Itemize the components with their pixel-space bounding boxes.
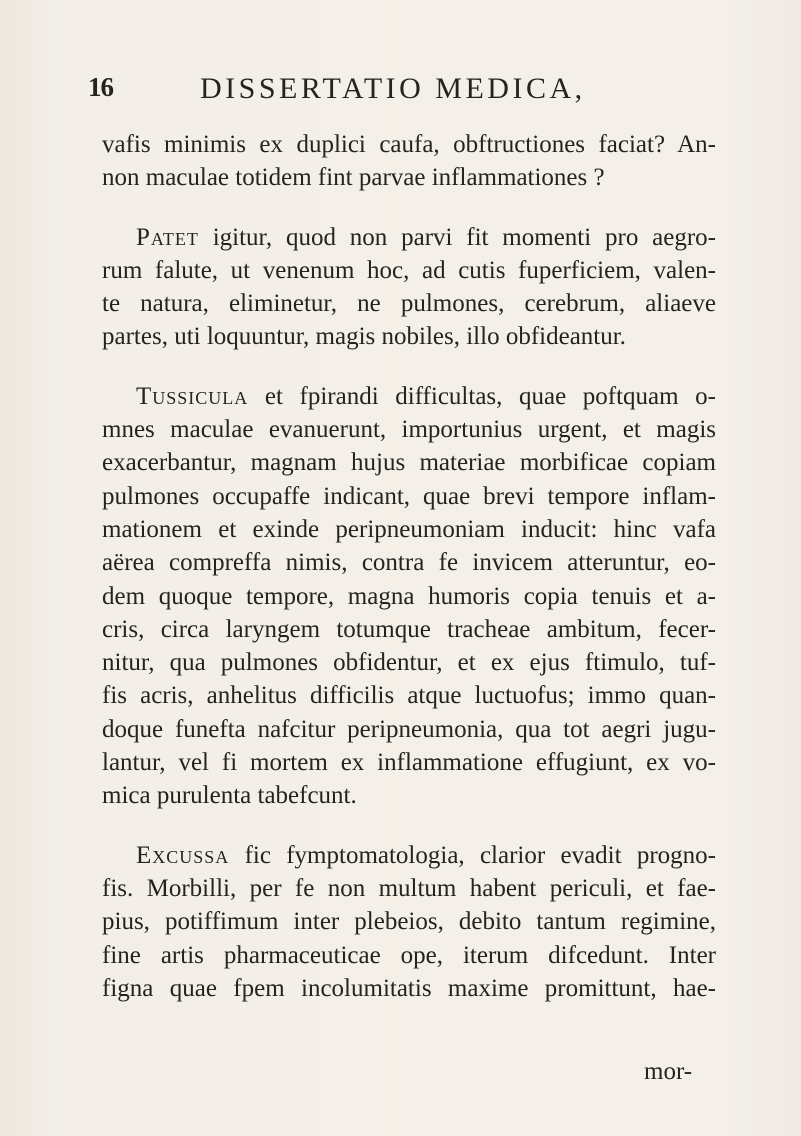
page-header	[88, 72, 688, 112]
text-line	[102, 380, 716, 413]
text-line: aërea compreffa nimis, contra fe invicem atteruntur, eo-	[102, 549, 716, 577]
text-line: mationem et exinde peripneumoniam inducit: hinc vafa	[102, 515, 716, 543]
text-line: pulmones occupaffe indicant, quae brevi tempore inflam-	[102, 482, 716, 510]
text-line	[102, 839, 716, 872]
text-line	[102, 221, 716, 254]
paragraph-lead-word: Tussicula	[136, 382, 249, 410]
line-text: et fpirandi difficultas, quae poftquam o-	[248, 382, 716, 410]
line-text: igitur, quod non parvi fit momenti pro aegro-	[198, 223, 716, 251]
text-line: rum falute, ut venenum hoc, ad cutis fuperficiem, valen-	[102, 256, 716, 284]
text-line: fis. Morbilli, per fe non multum habent periculi, et fae-	[102, 874, 716, 902]
text-line: lantur, vel fi mortem ex inflammatione effugiunt, ex vo-	[102, 749, 716, 777]
text-line: doque funefta nafcitur peripneumonia, qua tot aegri jugu-	[102, 715, 716, 743]
text-line: partes, uti loquuntur, magis nobiles, illo obfideantur.	[102, 323, 626, 351]
paragraph-3	[102, 380, 716, 813]
body-text	[102, 128, 716, 1005]
text-line: dem quoque tempore, magna humoris copia tenuis et a-	[102, 582, 716, 610]
text-line: mica purulenta tabefcunt.	[102, 782, 357, 810]
text-line: pius, potiffimum inter plebeios, debito tantum regimine,	[102, 908, 716, 936]
paragraph-2	[102, 221, 716, 354]
text-line: te natura, eliminetur, ne pulmones, cerebrum, aliaeve	[102, 290, 716, 318]
catchword: mor-	[644, 1058, 693, 1085]
paragraph-4	[102, 839, 716, 1005]
text-line: fis acris, anhelitus difficilis atque luctuofus; immo quan-	[102, 682, 716, 710]
paragraph-lead-word: Patet	[136, 223, 199, 251]
text-line: cris, circa laryngem totumque tracheae ambitum, fecer-	[102, 615, 716, 643]
paragraph-lead-word: Excussa	[136, 841, 230, 869]
text-line: nitur, qua pulmones obfidentur, et ex ejus ftimulo, tuf-	[102, 649, 716, 677]
text-line: fine artis pharmaceuticae ope, iterum difcedunt. Inter	[102, 941, 716, 969]
text-line: figna quae fpem incolumitatis maxime promittunt, hae-	[102, 974, 716, 1002]
text-line: non maculae totidem fint parvae inflammationes ?	[102, 164, 605, 192]
text-line: exacerbantur, magnam hujus materiae morbificae copiam	[102, 449, 716, 477]
paragraph-1	[102, 128, 716, 195]
line-text: fic fymptomatologia, clarior evadit progno-	[229, 841, 716, 869]
running-title: DISSERTATIO MEDICA,	[200, 72, 586, 105]
text-line: mnes maculae evanuerunt, importunius urgent, et magis	[102, 416, 716, 444]
text-line: vafis minimis ex duplici caufa, obftructiones faciat? An-	[102, 131, 716, 158]
page-number: 16	[88, 72, 113, 102]
